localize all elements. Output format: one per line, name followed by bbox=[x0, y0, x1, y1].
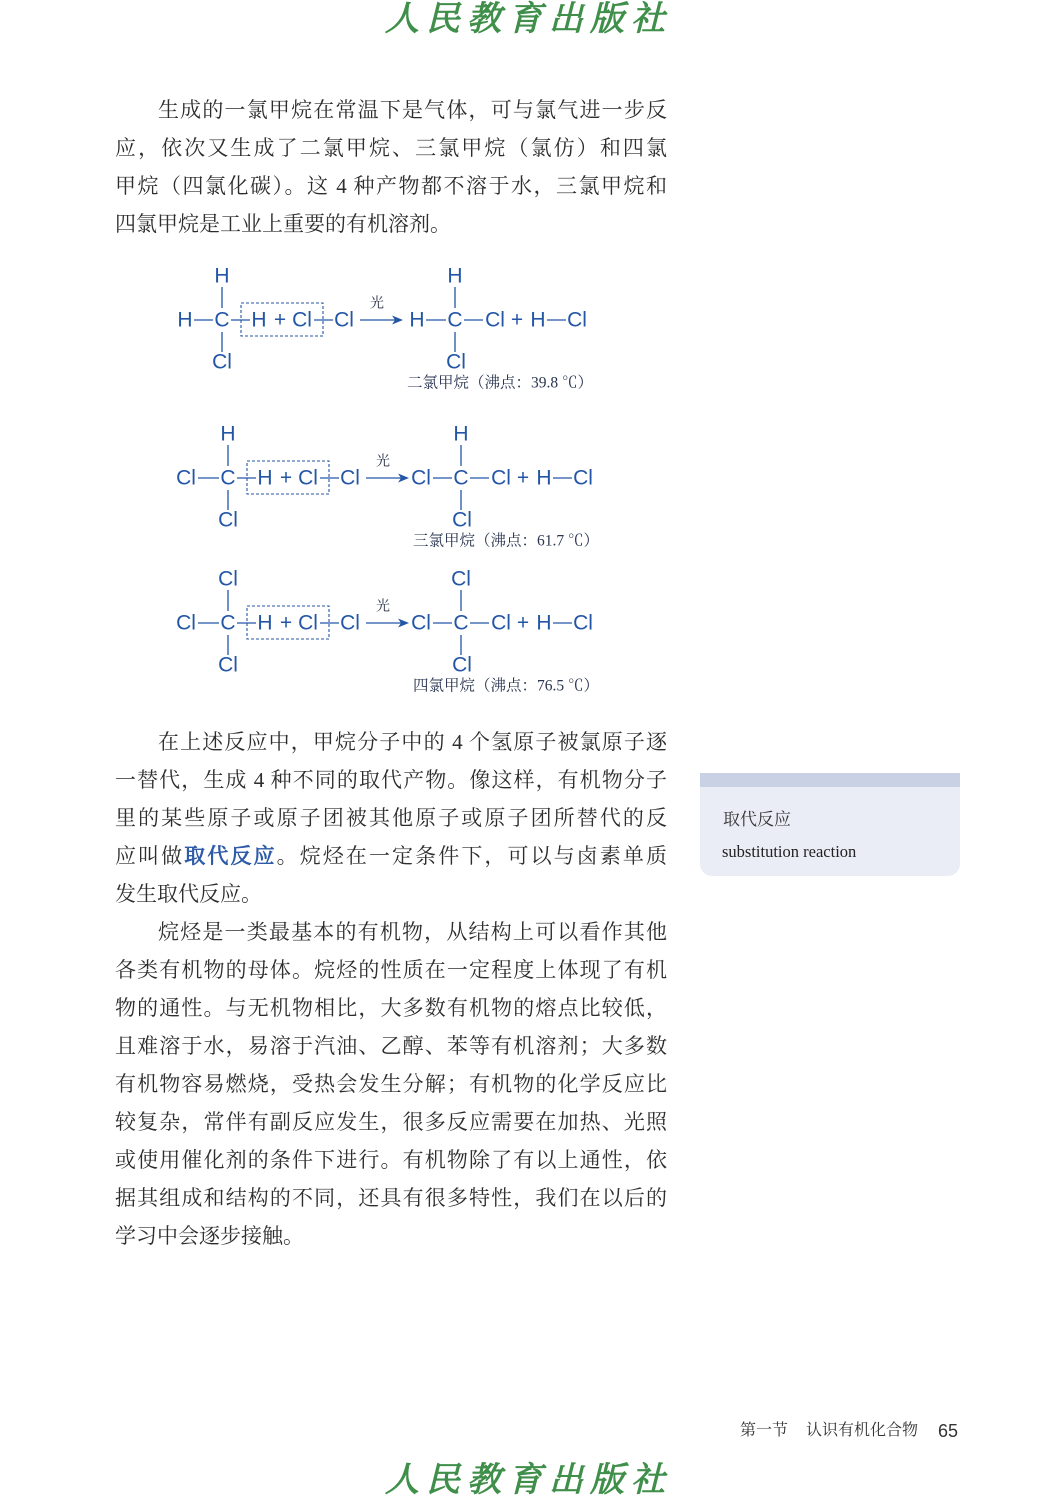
text-line: 发生取代反应。 bbox=[115, 882, 262, 906]
text-line: 四氯甲烷是工业上重要的有机溶剂。 bbox=[115, 212, 451, 236]
text-line: 里的某些原子或原子团被其他原子或原子团所替代的反 bbox=[115, 806, 667, 830]
text-line: 较复杂，常伴有副反应发生，很多反应需要在加热、光照 bbox=[115, 1110, 667, 1134]
reactant-carbon-atom: C bbox=[220, 611, 236, 635]
reactant-swapped-h-atom: H bbox=[257, 611, 273, 635]
note-header-bar bbox=[700, 773, 960, 787]
glossary-term-chinese: 取代反应 bbox=[723, 810, 791, 829]
plus-sign: + bbox=[516, 466, 530, 490]
text-line: 烷烃是一类最基本的有机物，从结构上可以看作其他 bbox=[158, 920, 667, 944]
reactant-top-atom: H bbox=[214, 264, 230, 288]
product-carbon-atom: C bbox=[447, 308, 463, 332]
reactant-bottom-atom: Cl bbox=[212, 350, 232, 374]
text-line: 学习中会逐步接触。 bbox=[115, 1224, 304, 1248]
byproduct-h-atom: H bbox=[536, 611, 552, 635]
text-line: 据其组成和结构的不同，还具有很多特性，我们在以后的 bbox=[115, 1186, 667, 1210]
plus-sign: + bbox=[279, 466, 293, 490]
paragraph-chloromethane-products bbox=[115, 91, 667, 243]
reactant-swapped-cl-atom: Cl bbox=[298, 611, 318, 635]
byproduct-cl-atom: Cl bbox=[567, 308, 587, 332]
text-line: 生成的一氯甲烷在常温下是气体，可与氯气进一步反 bbox=[158, 98, 667, 122]
text-line: 物的通性。与无机物相比，大多数有机物的熔点比较低， bbox=[115, 996, 667, 1020]
byproduct-h-atom: H bbox=[536, 466, 552, 490]
text-line: 且难溶于水，易溶于汽油、乙醇、苯等有机溶剂；大多数 bbox=[115, 1034, 667, 1058]
page-number: 65 bbox=[938, 1421, 959, 1441]
paragraph-substitution-definition bbox=[115, 723, 667, 913]
product-bottom-atom: Cl bbox=[446, 350, 466, 374]
chlorine-atom: Cl bbox=[340, 466, 360, 490]
publisher-logo-bottom: 人民教育出版社 bbox=[385, 1462, 672, 1499]
product-top-atom: H bbox=[447, 264, 463, 288]
product-top-atom: H bbox=[453, 422, 469, 446]
plus-sign: + bbox=[516, 611, 530, 635]
plus-sign: + bbox=[273, 308, 287, 332]
reactant-left-atom: Cl bbox=[176, 466, 196, 490]
product-left-atom: Cl bbox=[411, 466, 431, 490]
reaction-condition-light: 光 bbox=[370, 296, 384, 312]
product-top-atom: Cl bbox=[451, 567, 471, 591]
product-caption: 三氯甲烷（沸点：61.7 ℃） bbox=[413, 532, 600, 550]
text-line: 各类有机物的母体。烷烃的性质在一定程度上体现了有机 bbox=[115, 958, 667, 982]
reactant-left-atom: H bbox=[177, 308, 193, 332]
reactant-swapped-h-atom: H bbox=[257, 466, 273, 490]
product-carbon-atom: C bbox=[453, 611, 469, 635]
product-bottom-atom: Cl bbox=[452, 508, 472, 532]
reactant-carbon-atom: C bbox=[220, 466, 236, 490]
reactant-swapped-h-atom: H bbox=[251, 308, 267, 332]
reaction-condition-light: 光 bbox=[376, 454, 390, 470]
byproduct-cl-atom: Cl bbox=[573, 611, 593, 635]
reactant-swapped-cl-atom: Cl bbox=[292, 308, 312, 332]
product-caption: 二氯甲烷（沸点：39.8 ℃） bbox=[407, 374, 594, 392]
product-right-atom: Cl bbox=[485, 308, 505, 332]
product-bottom-atom: Cl bbox=[452, 653, 472, 677]
reactant-carbon-atom: C bbox=[214, 308, 230, 332]
text-line: 有机物容易燃烧，受热会发生分解；有机物的化学反应比 bbox=[115, 1072, 667, 1096]
text-segment: 应叫做 bbox=[115, 844, 185, 868]
reactant-top-atom: H bbox=[220, 422, 236, 446]
reaction-diagrams bbox=[0, 250, 700, 710]
byproduct-h-atom: H bbox=[530, 308, 546, 332]
product-left-atom: H bbox=[409, 308, 425, 332]
reactant-left-atom: Cl bbox=[176, 611, 196, 635]
product-right-atom: Cl bbox=[491, 466, 511, 490]
text-segment: 。烷烃在一定条件下，可以与卤素单质 bbox=[276, 844, 668, 868]
key-term-substitution-reaction: 取代反应 bbox=[184, 844, 277, 868]
reactant-swapped-cl-atom: Cl bbox=[298, 466, 318, 490]
text-line: 甲烷（四氯化碳）。这 4 种产物都不溶于水，三氯甲烷和 bbox=[115, 174, 667, 198]
publisher-logo-top: 人民教育出版社 bbox=[385, 1, 672, 38]
product-right-atom: Cl bbox=[491, 611, 511, 635]
reactant-bottom-atom: Cl bbox=[218, 508, 238, 532]
paragraph-alkane-properties bbox=[115, 913, 667, 1255]
plus-sign: + bbox=[510, 308, 524, 332]
product-carbon-atom: C bbox=[453, 466, 469, 490]
reactant-bottom-atom: Cl bbox=[218, 653, 238, 677]
margin-glossary-note bbox=[700, 773, 960, 876]
text-line: 在上述反应中，甲烷分子中的 4 个氢原子被氯原子逐 bbox=[158, 730, 667, 754]
footer-chapter-title: 认识有机化合物 bbox=[806, 1422, 919, 1439]
glossary-term-english: substitution reaction bbox=[722, 842, 857, 861]
footer-section-label: 第一节 bbox=[740, 1422, 789, 1439]
product-left-atom: Cl bbox=[411, 611, 431, 635]
plus-sign: + bbox=[279, 611, 293, 635]
text-line bbox=[115, 837, 667, 875]
chlorine-atom: Cl bbox=[334, 308, 354, 332]
text-line: 应，依次又生成了二氯甲烷、三氯甲烷（氯仿）和四氯 bbox=[115, 136, 667, 160]
byproduct-cl-atom: Cl bbox=[573, 466, 593, 490]
reaction-condition-light: 光 bbox=[376, 599, 390, 615]
chlorine-atom: Cl bbox=[340, 611, 360, 635]
reactant-top-atom: Cl bbox=[218, 567, 238, 591]
product-caption: 四氯甲烷（沸点：76.5 ℃） bbox=[413, 677, 600, 695]
text-line: 一替代，生成 4 种不同的取代产物。像这样，有机物分子 bbox=[115, 768, 667, 792]
text-line: 或使用催化剂的条件下进行。有机物除了有以上通性，依 bbox=[115, 1148, 667, 1172]
